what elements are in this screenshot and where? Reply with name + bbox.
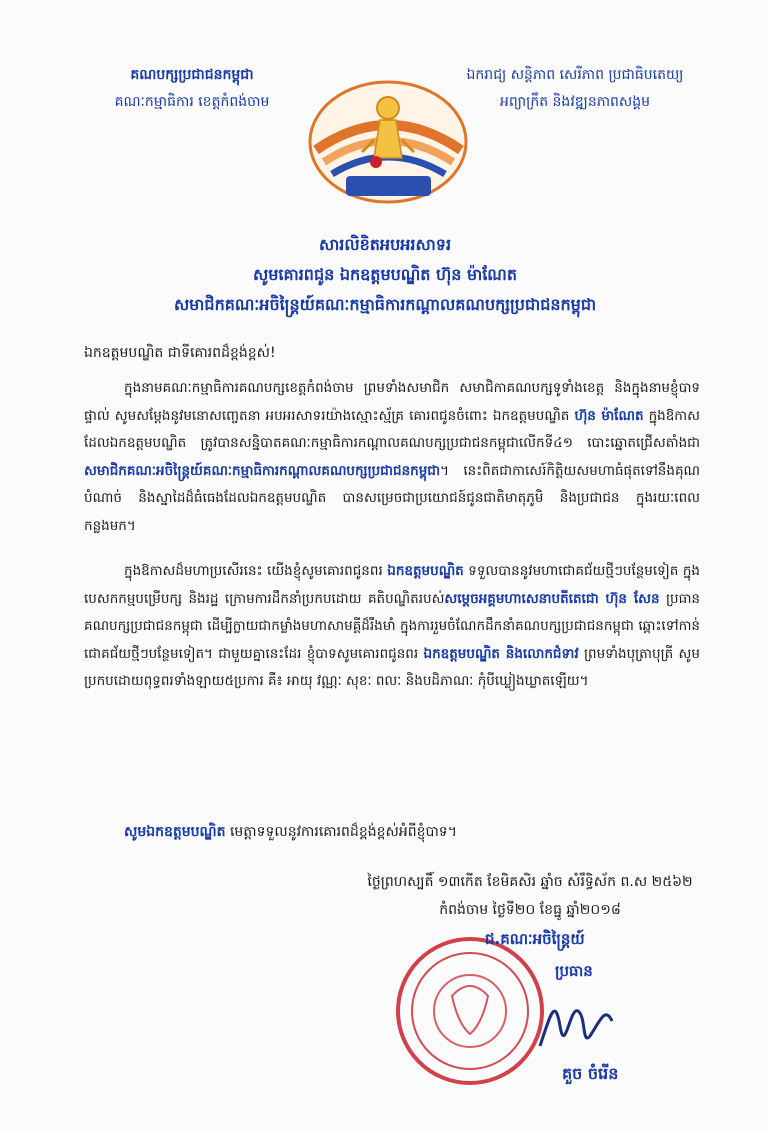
p1-text-c: ។ នេះពិតជាកាសេរ៍កិត្តិយសមហាធំផុតទៅនឹងគុណបំណាច់ និងស្នាដៃដ៏ធំធេងដែលឯកឧត្តមបណ្ឌិត បានសម្រេចជាប្រយោជន៍ជូនជាតិមាតុភូមិ និងប្រជាជន ក្នុងរយៈពេលកន្លងមក។ xyxy=(84,462,700,534)
p2-text-b: ទទួលបាននូវមហាជោគជ័យថ្មីៗបន្ថែមទៀត ក្នុងបេសកកម្មបម្រើបក្ស និងរដ្ឋ ក្រោមការដឹកនាំប្រកបដោយ គតិបណ្ឌិតរបស់ xyxy=(84,563,700,607)
party-name: គណបក្សប្រជាជនកម្ពុជា xyxy=(130,67,254,83)
closing-honorific: សូមឯកឧត្តមបណ្ឌិត xyxy=(124,824,226,840)
p1-text-a: ក្នុងនាមគណៈកម្មាធិការគណបក្សខេត្តកំពង់ចាម ព្រមទាំងសមាជិក សមាជិកាគណបក្សទូទាំងខេត្ត និងក្នុងនាមខ្ញុំបាទផ្ទាល់ សូមសម្តែងនូវមនោសញ្ចេតនា អបអរសាទរយ៉ាងស្មោះស្ម័គ្រ គោរពជូនចំពោះ ឯកឧត្តមបណ្ឌិត xyxy=(84,380,700,424)
p2-text-a: ក្នុងឱកាសដ៏មហាប្រសើរនេះ យើងខ្ញុំសូមគោរពជូនពរ xyxy=(124,563,388,579)
party-logo-icon xyxy=(306,80,471,205)
left-header xyxy=(82,62,302,116)
p2-leader: សម្តេចអគ្គមហាសេនាបតីតេជោ ហ៊ុន សែន xyxy=(444,590,660,607)
lunar-date: ថ្ងៃព្រហស្បតិ៍ ១៣កើត ខែមិគសិរ ឆ្នាំច សំរឹទ្ធិស័ក ព.ស ២៥៦២ xyxy=(367,874,693,890)
date-block xyxy=(360,868,700,924)
official-stamp-icon xyxy=(390,926,710,1116)
p1-position: សមាជិកគណៈអចិន្ត្រៃយ៍គណៈកម្មាធិការកណ្តាលគណបក្សប្រជាជនកម្ពុជា xyxy=(84,462,441,479)
signatory-name: គួច ចំរើន xyxy=(562,1064,619,1083)
paragraph-2 xyxy=(84,558,700,696)
letter-title xyxy=(70,230,700,320)
closing-line xyxy=(124,822,704,843)
paragraph-1 xyxy=(84,375,700,540)
title-line-1: សារលិខិតអបអរសាទរ xyxy=(318,235,452,254)
motto-line-2: អព្យាក្រឹត និងវឌ្ឍនភាពសង្គម xyxy=(499,94,651,110)
salutation: ឯកឧត្តមបណ្ឌិត ជាទីគោរពដ៏ខ្ពង់ខ្ពស់! xyxy=(84,345,276,361)
signature-role: ប្រធាន xyxy=(555,962,593,980)
closing-text: មេត្តាទទួលនូវការគោរពដ៏ខ្ពង់ខ្ពស់អំពីខ្ញុំបាទ។ xyxy=(225,824,457,840)
p1-name: ហ៊ុន ម៉ាណែត xyxy=(574,407,644,424)
letter-body xyxy=(84,375,700,714)
p2-text-c: ប្រធានគណបក្សប្រជាជនកម្ពុជា ដើម្បីក្លាយជាកម្លាំងមហាសាមគ្គីដ៏រឹងមាំ ក្នុងការរួមចំណែកដឹកនាំគណបក្សប្រជាជនកម្ពុជា ឆ្ពោះទៅកាន់ជោគជ័យថ្មីៗបន្ថែមទៀត។ ជាមួយគ្នានេះដែរ ខ្ញុំបាទសូមគោរពជូនពរ xyxy=(84,590,700,662)
p2-honorific-2: ឯកឧត្តមបណ្ឌិត និងលោកជំទាវ xyxy=(423,645,579,662)
national-motto xyxy=(445,62,705,116)
motto-line-1: ឯករាជ្យ សន្តិភាព សេរីភាព ប្រជាធិបតេយ្យ xyxy=(466,67,684,83)
title-line-2: សូមគោរពជូន ឯកឧត្តមបណ្ឌិត ហ៊ុន ម៉ាណែត xyxy=(253,265,517,284)
solar-date: កំពង់ចាម ថ្ងៃទី២០ ខែធ្នូ ឆ្នាំ២០១៨ xyxy=(439,902,621,918)
committee-name: គណៈកម្មាធិការ ខេត្តកំពង់ចាម xyxy=(114,94,270,110)
signature-title: ជ.គណៈអចិន្ត្រៃយ៍ xyxy=(485,930,585,948)
p2-honorific: ឯកឧត្តមបណ្ឌិត xyxy=(387,563,464,579)
p1-text-b: ក្នុងឱកាសដែលឯកឧត្តមបណ្ឌិត ត្រូវបានសន្និបាតគណៈកម្មាធិការកណ្តាលគណបក្សប្រជាជនកម្ពុជាលើកទី៤១ បោះឆ្នោតជ្រើសតាំងជា xyxy=(84,407,701,451)
p2-text-d: ព្រមទាំងបុត្រាបុត្រី សូមប្រកបដោយពុទ្ធពរទាំងឡាយ៥ប្រការ គឺ៖ អាយុ វណ្ណៈ សុខៈ ពលៈ និងបដិភាណៈ កុំបីឃ្លៀងឃ្លាតឡើយ។ xyxy=(84,645,700,689)
title-line-3: សមាជិកគណៈអចិន្ត្រៃយ៍គណៈកម្មាធិការកណ្តាលគណបក្សប្រជាជនកម្ពុជា xyxy=(173,295,597,314)
